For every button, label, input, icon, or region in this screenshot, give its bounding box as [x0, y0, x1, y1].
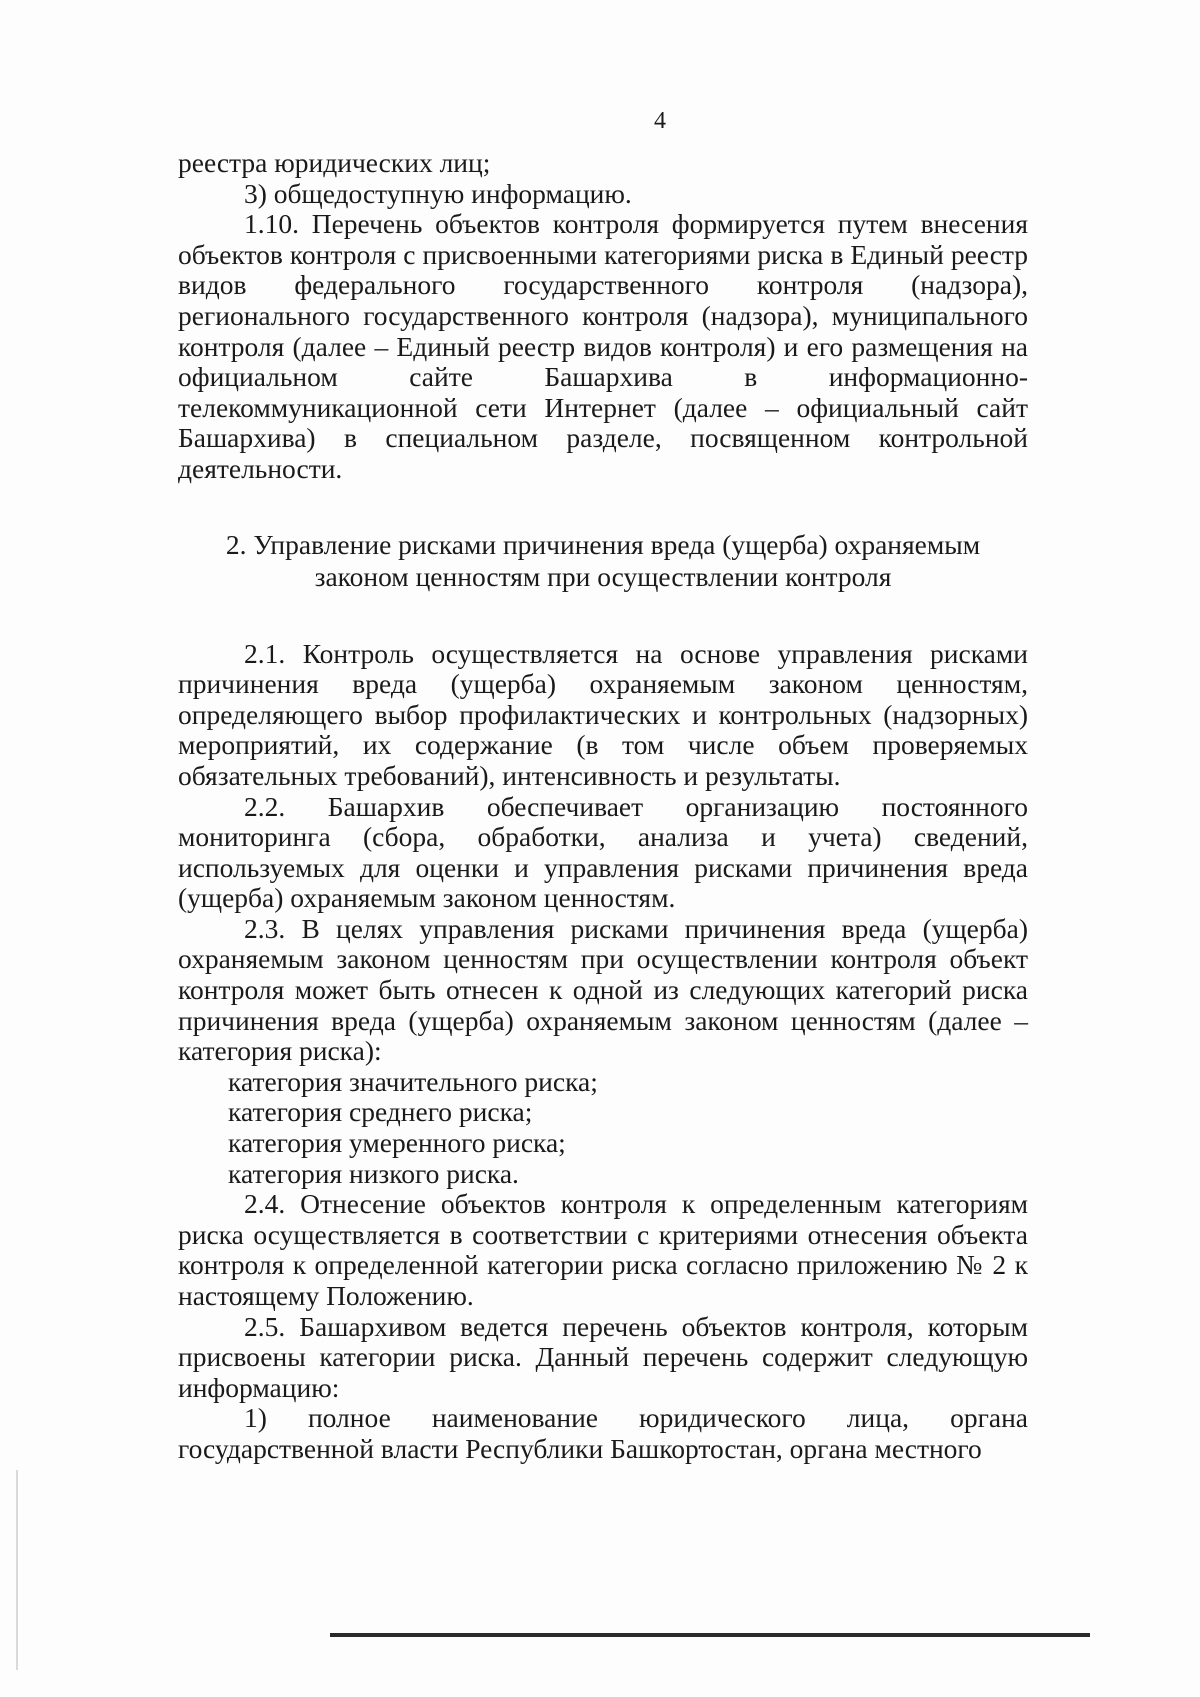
section-2-heading-line-1: 2. Управление рисками причинения вреда (ущерба) охраняемым [225, 528, 981, 560]
list-item-3: 3) общедоступную информацию. [244, 177, 632, 209]
risk-category-item: категория низкого риска. [228, 1157, 519, 1189]
paragraph-2-4: 2.4. Отнесение объектов контроля к определенным категориям риска осуществляется в соответствии с критериями отнесения объекта контроля к определенной категории риска согласно приложению № 2 к настоящему Положению. [178, 1188, 1028, 1311]
scan-edge-mark [16, 1470, 18, 1670]
paragraph-1-10: 1.10. Перечень объектов контроля формируется путем внесения объектов контроля с присвоенными категориями риска в Единый реестр видов федерального государственного контроля (надзора), регионального государственного контроля (надзора), муниципального контроля (далее – Единый реестр видов контроля) и его размещения на официальном сайте Башархива в информационно-телекоммуникационной сети Интернет (далее – официальный сайт Башархива) в специальном разделе, посвященном контрольной деятельности. [178, 208, 1028, 484]
paragraph-2-5: 2.5. Башархивом ведется перечень объектов контроля, которым присвоены категории риска. Данный перечень содержит следующую информацию: [178, 1310, 1028, 1403]
risk-category-item: категория умеренного риска; [228, 1127, 566, 1159]
risk-category-item: категория значительного риска; [228, 1065, 598, 1097]
list-continuation-line: реестра юридических лиц; [178, 147, 491, 178]
paragraph-2-5-item-1: 1) полное наименование юридического лица, органа государственной власти Республики Башкортостан, органа местного [178, 1402, 1028, 1464]
section-2-heading-line-2: законом ценностям при осуществлении контроля [314, 560, 892, 592]
scan-bottom-line [330, 1633, 1090, 1637]
paragraph-2-1: 2.1. Контроль осуществляется на основе управления рисками причинения вреда (ущерба) охраняемым законом ценностям, определяющего выбор профилактических и контрольных (надзорных) мероприятий, их содержание (в том числе объем проверяемых обязательных требований), интенсивность и результаты. [178, 637, 1028, 791]
document-body [178, 148, 1028, 1465]
page-number: 4 [654, 108, 666, 134]
section-2-heading [178, 529, 1028, 593]
paragraph-2-3: 2.3. В целях управления рисками причинения вреда (ущерба) охраняемым законом ценностям при осуществлении контроля объект контроля может быть отнесен к одной из следующих категорий риска причинения вреда (ущерба) охраняемым законом ценностям (далее – категория риска): [178, 912, 1028, 1067]
paragraph-2-2: 2.2. Башархив обеспечивает организацию постоянного мониторинга (сбора, обработки, анализа и учета) сведений, используемых для оценки и управления рисками причинения вреда (ущерба) охраняемым законом ценностям. [178, 790, 1028, 914]
risk-category-item: категория среднего риска; [228, 1096, 533, 1128]
risk-category-list [178, 1067, 1028, 1189]
